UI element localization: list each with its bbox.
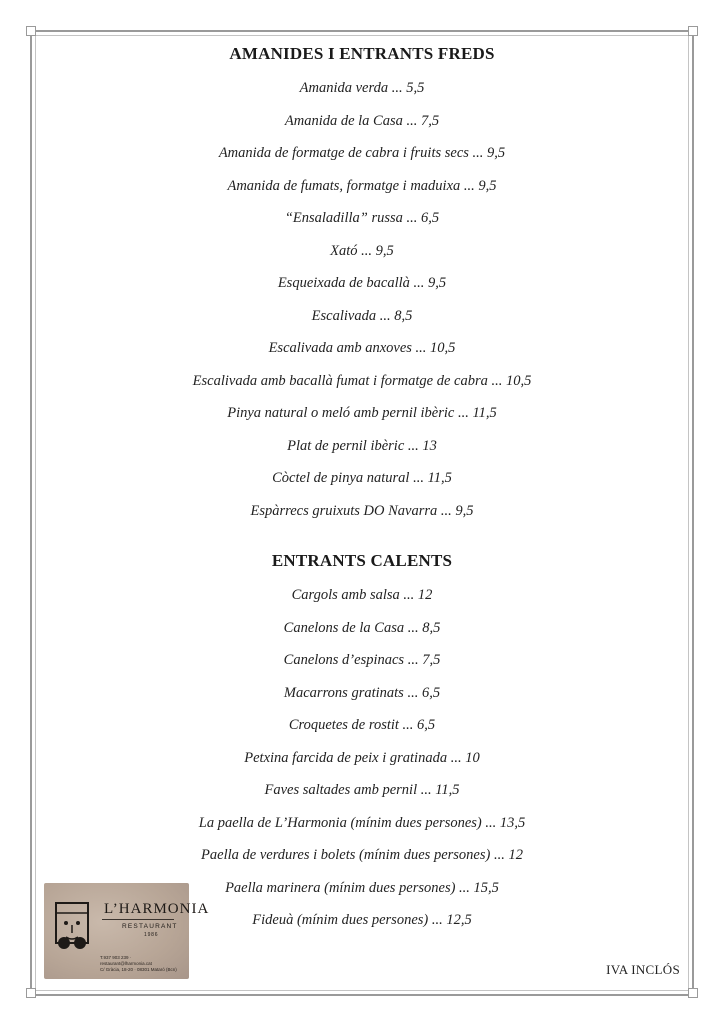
border-corner-ornament xyxy=(26,26,36,36)
menu-item: La paella de L’Harmonia (mínim dues persones) ... 13,5 xyxy=(198,814,526,831)
menu-item: Paella de verdures i bolets (mínim dues persones) ... 12 xyxy=(201,847,523,863)
tax-included-note: IVA INCLÓS xyxy=(606,962,680,977)
menu-item: Fideuà (mínim dues persones) ... 12,5 xyxy=(252,912,472,928)
menu-item: Esqueixada de bacallà ... 9,5 xyxy=(277,275,447,291)
menu-item: Xató ... 9,5 xyxy=(330,242,394,259)
menu-item: Escalivada amb anxoves ... 10,5 xyxy=(268,340,456,356)
menu-item: Canelons de la Casa ... 8,5 xyxy=(283,619,441,636)
menu-content xyxy=(40,42,684,937)
border-corner-ornament xyxy=(26,988,36,998)
logo-contact-line: C/ Gràcia, 18-20 · 08301 Mataró (Bcn) xyxy=(100,967,177,972)
menu-item: Pinya natural o meló amb pernil ibèric ... 11,5 xyxy=(227,405,497,421)
section-title-cold-starters: AMANIDES I ENTRANTS FREDS xyxy=(229,44,495,63)
menu-item: Amanida de formatge de cabra i fruits secs ... 9,5 xyxy=(218,145,506,161)
menu-item: “Ensaladilla” russa ... 6,5 xyxy=(284,210,440,226)
menu-item: Croquetes de rostit ... 6,5 xyxy=(288,717,436,733)
border-corner-ornament xyxy=(688,988,698,998)
section-spacer xyxy=(40,527,684,549)
logo-contact-line: T.937 903 239 · restaurant@lharmonia.cat xyxy=(100,955,152,966)
menu-item: Escalivada ... 8,5 xyxy=(311,307,413,324)
menu-item: Cargols amb salsa ... 12 xyxy=(291,587,433,603)
logo-year: 1986 xyxy=(144,932,159,938)
logo-brand-name: L’HARMONIA xyxy=(104,901,210,917)
menu-item: Petxina farcida de peix i gratinada ... 10 xyxy=(244,749,480,766)
menu-item: Amanida verda ... 5,5 xyxy=(299,80,425,96)
menu-item: Còctel de pinya natural ... 11,5 xyxy=(272,470,452,486)
menu-item: Paella marinera (mínim dues persones) ... 15,5 xyxy=(225,879,499,896)
menu-item: Faves saltades amb pernil ... 11,5 xyxy=(264,782,460,798)
logo-contact xyxy=(100,955,184,973)
menu-item: Escalivada amb bacallà fumat i formatge de cabra ... 10,5 xyxy=(192,372,532,389)
menu-item: Amanida de la Casa ... 7,5 xyxy=(284,112,440,129)
section-title-hot-starters: ENTRANTS CALENTS xyxy=(271,551,453,570)
cold-starters-list xyxy=(40,72,684,527)
logo-subtitle: RESTAURANT xyxy=(122,923,178,930)
face-logo-icon xyxy=(52,899,92,961)
menu-item: Macarrons gratinats ... 6,5 xyxy=(283,684,441,701)
border-corner-ornament xyxy=(688,26,698,36)
menu-item: Plat de pernil ibèric ... 13 xyxy=(287,437,437,454)
restaurant-logo xyxy=(44,883,210,979)
logo-divider xyxy=(102,919,174,920)
menu-item: Amanida de fumats, formatge i maduixa ... 9,5 xyxy=(227,177,497,194)
menu-item: Espàrrecs gruixuts DO Navarra ... 9,5 xyxy=(250,502,474,519)
menu-item: Canelons d’espinacs ... 7,5 xyxy=(283,652,441,668)
